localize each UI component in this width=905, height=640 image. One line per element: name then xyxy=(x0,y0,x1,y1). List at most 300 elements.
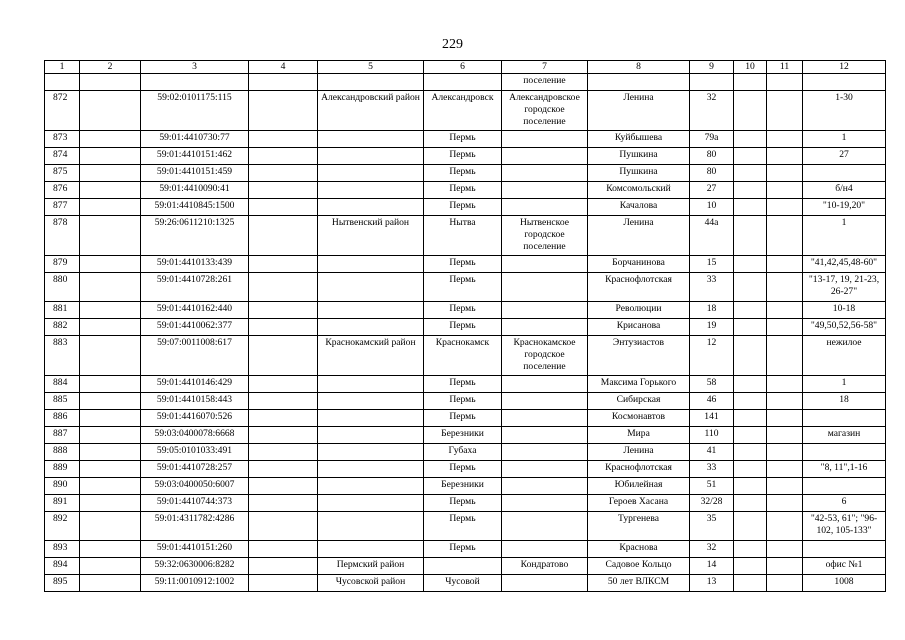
table-cell: 59:01:4410158:443 xyxy=(141,393,249,410)
table-cell xyxy=(249,575,318,592)
table-cell xyxy=(767,74,803,91)
table-cell xyxy=(80,148,141,165)
row-number-cell: 881 xyxy=(45,302,80,319)
table-cell xyxy=(734,541,767,558)
table-row xyxy=(45,273,886,302)
row-number-cell: 891 xyxy=(45,495,80,512)
table-cell: Пермь xyxy=(424,182,502,199)
table-cell: 59:07:0011008:617 xyxy=(141,336,249,376)
table-cell xyxy=(318,541,424,558)
table-cell: Пермь xyxy=(424,461,502,478)
table-cell xyxy=(249,74,318,91)
table-cell xyxy=(767,336,803,376)
table-cell: 13 xyxy=(690,575,734,592)
table-cell: 59:03:0400050:6007 xyxy=(141,478,249,495)
table-cell xyxy=(80,216,141,256)
table-cell: 59:01:4410090:41 xyxy=(141,182,249,199)
table-cell: 44а xyxy=(690,216,734,256)
table-cell xyxy=(502,495,588,512)
table-cell: 59:01:4410845:1500 xyxy=(141,199,249,216)
table-cell: Пермь xyxy=(424,256,502,273)
table-row xyxy=(45,256,886,273)
row-number-cell: 879 xyxy=(45,256,80,273)
table-cell: 59:01:4410162:440 xyxy=(141,302,249,319)
table-cell xyxy=(318,256,424,273)
table-cell xyxy=(318,74,424,91)
table-cell xyxy=(249,199,318,216)
table-cell xyxy=(734,182,767,199)
table-cell: 59:03:0400078:6668 xyxy=(141,427,249,444)
table-cell: Героев Хасана xyxy=(588,495,690,512)
table-cell xyxy=(502,512,588,541)
table-row xyxy=(45,319,886,336)
table-cell xyxy=(734,199,767,216)
table-cell xyxy=(249,427,318,444)
table-cell: Пермь xyxy=(424,393,502,410)
table-cell: Краснофлотская xyxy=(588,461,690,478)
table-cell: 1008 xyxy=(803,575,886,592)
table-cell xyxy=(249,376,318,393)
row-number-cell: 892 xyxy=(45,512,80,541)
column-header: 8 xyxy=(588,61,690,74)
table-cell xyxy=(80,131,141,148)
table-cell: 46 xyxy=(690,393,734,410)
table-cell: Александровский район xyxy=(318,91,424,131)
table-cell: Пермь xyxy=(424,165,502,182)
table-cell xyxy=(249,393,318,410)
table-cell xyxy=(80,336,141,376)
table-cell xyxy=(141,74,249,91)
table-cell xyxy=(424,558,502,575)
table-cell xyxy=(80,558,141,575)
table-cell xyxy=(502,182,588,199)
table-cell xyxy=(424,74,502,91)
table-cell xyxy=(734,461,767,478)
table-cell: 59:01:4410133:439 xyxy=(141,256,249,273)
table-cell: Тургенева xyxy=(588,512,690,541)
row-number-cell: 890 xyxy=(45,478,80,495)
table-cell xyxy=(588,74,690,91)
table-cell: 59:01:4410151:462 xyxy=(141,148,249,165)
table-cell xyxy=(318,376,424,393)
table-cell xyxy=(80,541,141,558)
table-cell xyxy=(80,273,141,302)
table-cell: 59:01:4410744:373 xyxy=(141,495,249,512)
table-cell: Чусовой xyxy=(424,575,502,592)
table-cell xyxy=(767,256,803,273)
table-cell xyxy=(767,478,803,495)
table-cell: офис №1 xyxy=(803,558,886,575)
table-cell xyxy=(318,427,424,444)
table-row xyxy=(45,74,886,91)
table-cell xyxy=(318,319,424,336)
table-cell: 59:02:0101175:115 xyxy=(141,91,249,131)
table-cell xyxy=(502,319,588,336)
row-number-cell: 882 xyxy=(45,319,80,336)
table-row xyxy=(45,376,886,393)
column-header: 7 xyxy=(502,61,588,74)
table-row xyxy=(45,216,886,256)
table-cell xyxy=(502,376,588,393)
column-header: 5 xyxy=(318,61,424,74)
table-cell xyxy=(249,461,318,478)
row-number-cell: 877 xyxy=(45,199,80,216)
table-cell: 59:01:4311782:4286 xyxy=(141,512,249,541)
table-cell: Юбилейная xyxy=(588,478,690,495)
table-cell: 18 xyxy=(803,393,886,410)
table-cell xyxy=(502,461,588,478)
table-cell: Сибирская xyxy=(588,393,690,410)
table-cell: Краснокамск xyxy=(424,336,502,376)
row-number-cell: 887 xyxy=(45,427,80,444)
table-cell: 12 xyxy=(690,336,734,376)
table-cell: 59:32:0630006:8282 xyxy=(141,558,249,575)
table-cell: 1-30 xyxy=(803,91,886,131)
table-cell xyxy=(502,478,588,495)
table-cell: 59:05:0101033:491 xyxy=(141,444,249,461)
table-cell: "41,42,45,48-60" xyxy=(803,256,886,273)
table-cell: Пермь xyxy=(424,131,502,148)
table-cell: 33 xyxy=(690,461,734,478)
table-cell: 10 xyxy=(690,199,734,216)
table-cell: б/н4 xyxy=(803,182,886,199)
table-cell: 10-18 xyxy=(803,302,886,319)
table-cell: "10-19,20" xyxy=(803,199,886,216)
table-cell: 32 xyxy=(690,91,734,131)
table-cell: Качалова xyxy=(588,199,690,216)
row-number-cell: 884 xyxy=(45,376,80,393)
table-cell: Ленина xyxy=(588,91,690,131)
table-cell xyxy=(502,427,588,444)
table-cell xyxy=(734,444,767,461)
table-cell xyxy=(80,319,141,336)
table-cell xyxy=(803,478,886,495)
table-cell xyxy=(318,199,424,216)
table-cell xyxy=(502,273,588,302)
table-cell: 51 xyxy=(690,478,734,495)
table-cell xyxy=(767,410,803,427)
table-cell: Борчанинова xyxy=(588,256,690,273)
table-cell xyxy=(80,427,141,444)
table-cell: Кондратово xyxy=(502,558,588,575)
table-row xyxy=(45,461,886,478)
row-number-cell: 883 xyxy=(45,336,80,376)
table-cell xyxy=(502,256,588,273)
table-cell: 59:11:0010912:1002 xyxy=(141,575,249,592)
table-cell xyxy=(734,512,767,541)
table-cell: Пермь xyxy=(424,148,502,165)
table-cell xyxy=(803,74,886,91)
table-cell xyxy=(80,461,141,478)
table-cell xyxy=(734,393,767,410)
table-cell xyxy=(249,131,318,148)
table-row xyxy=(45,91,886,131)
table-cell xyxy=(767,273,803,302)
table-cell: Краснова xyxy=(588,541,690,558)
table-cell xyxy=(734,319,767,336)
table-row xyxy=(45,541,886,558)
row-number-cell: 875 xyxy=(45,165,80,182)
row-number-cell: 876 xyxy=(45,182,80,199)
row-number-cell: 880 xyxy=(45,273,80,302)
table-row xyxy=(45,558,886,575)
table-cell xyxy=(249,148,318,165)
table-cell xyxy=(318,393,424,410)
row-number-cell: 893 xyxy=(45,541,80,558)
table-row xyxy=(45,302,886,319)
table-row xyxy=(45,393,886,410)
table-cell: "13-17, 19, 21-23, 26-27" xyxy=(803,273,886,302)
table-cell xyxy=(502,444,588,461)
table-cell xyxy=(80,478,141,495)
table-cell: Пермь xyxy=(424,273,502,302)
row-number-cell: 894 xyxy=(45,558,80,575)
table-cell: 59:01:4416070:526 xyxy=(141,410,249,427)
table-cell xyxy=(767,512,803,541)
table-cell xyxy=(249,91,318,131)
row-number-cell: 888 xyxy=(45,444,80,461)
table-cell xyxy=(502,393,588,410)
table-cell xyxy=(767,393,803,410)
table-cell xyxy=(803,541,886,558)
row-number-cell xyxy=(45,74,80,91)
table-cell: 80 xyxy=(690,165,734,182)
row-number-cell: 878 xyxy=(45,216,80,256)
table-cell xyxy=(80,199,141,216)
table-cell xyxy=(690,74,734,91)
table-cell xyxy=(80,393,141,410)
table-cell xyxy=(767,165,803,182)
table-cell: 141 xyxy=(690,410,734,427)
table-cell xyxy=(767,495,803,512)
table-cell: 110 xyxy=(690,427,734,444)
table-cell: 27 xyxy=(690,182,734,199)
table-cell xyxy=(318,165,424,182)
table-cell: Пермь xyxy=(424,302,502,319)
table-row xyxy=(45,199,886,216)
table-cell xyxy=(803,165,886,182)
row-number-cell: 885 xyxy=(45,393,80,410)
table-cell xyxy=(80,256,141,273)
table-cell: Крисанова xyxy=(588,319,690,336)
table-cell: 6 xyxy=(803,495,886,512)
table-cell xyxy=(502,199,588,216)
table-cell xyxy=(80,74,141,91)
table-cell: Краснокамский район xyxy=(318,336,424,376)
table-cell xyxy=(734,256,767,273)
row-number-cell: 873 xyxy=(45,131,80,148)
table-cell xyxy=(734,478,767,495)
header-row xyxy=(45,61,886,74)
table-cell: 58 xyxy=(690,376,734,393)
table-cell: 59:01:4410151:459 xyxy=(141,165,249,182)
table-cell xyxy=(502,131,588,148)
column-header: 2 xyxy=(80,61,141,74)
table-cell: Краснокамское городское поселение xyxy=(502,336,588,376)
column-header: 4 xyxy=(249,61,318,74)
table-cell: 59:01:4410728:257 xyxy=(141,461,249,478)
table-cell xyxy=(734,376,767,393)
table-cell: 1 xyxy=(803,131,886,148)
table-cell xyxy=(249,495,318,512)
table-row xyxy=(45,478,886,495)
table-cell xyxy=(80,495,141,512)
table-cell xyxy=(80,376,141,393)
table-cell xyxy=(318,131,424,148)
table-cell: "8, 11",1-16 xyxy=(803,461,886,478)
table-cell: Садовое Кольцо xyxy=(588,558,690,575)
table-cell: Максима Горького xyxy=(588,376,690,393)
table-cell xyxy=(734,558,767,575)
table-cell: 14 xyxy=(690,558,734,575)
table-cell xyxy=(318,182,424,199)
table-cell xyxy=(767,558,803,575)
table-cell xyxy=(734,410,767,427)
table-cell: 1 xyxy=(803,216,886,256)
table-cell xyxy=(767,148,803,165)
table-cell xyxy=(249,541,318,558)
table-cell xyxy=(767,319,803,336)
column-header: 6 xyxy=(424,61,502,74)
column-header: 11 xyxy=(767,61,803,74)
table-cell xyxy=(249,216,318,256)
table-cell: Ленина xyxy=(588,444,690,461)
table-cell xyxy=(734,131,767,148)
table-row xyxy=(45,336,886,376)
table-row xyxy=(45,410,886,427)
table-cell: 1 xyxy=(803,376,886,393)
table-cell: 59:01:4410146:429 xyxy=(141,376,249,393)
column-header: 9 xyxy=(690,61,734,74)
row-number-cell: 895 xyxy=(45,575,80,592)
table-cell: 32 xyxy=(690,541,734,558)
table-cell xyxy=(318,302,424,319)
table-cell: Чусовской район xyxy=(318,575,424,592)
table-body xyxy=(45,74,886,592)
table-cell: Куйбышева xyxy=(588,131,690,148)
table-cell xyxy=(767,216,803,256)
table-cell xyxy=(767,541,803,558)
table-cell xyxy=(767,131,803,148)
table-row xyxy=(45,575,886,592)
table-row xyxy=(45,148,886,165)
table-cell xyxy=(502,541,588,558)
table-cell xyxy=(502,410,588,427)
table-row xyxy=(45,182,886,199)
table-cell xyxy=(734,302,767,319)
table-cell: Революции xyxy=(588,302,690,319)
table-cell xyxy=(249,558,318,575)
table-cell xyxy=(767,575,803,592)
table-cell xyxy=(249,512,318,541)
table-cell xyxy=(734,91,767,131)
table-cell: 32/28 xyxy=(690,495,734,512)
column-header: 12 xyxy=(803,61,886,74)
column-header: 1 xyxy=(45,61,80,74)
table-cell: поселение xyxy=(502,74,588,91)
row-number-cell: 874 xyxy=(45,148,80,165)
table-cell: Космонавтов xyxy=(588,410,690,427)
column-header: 10 xyxy=(734,61,767,74)
table-cell xyxy=(734,273,767,302)
table-cell: Ленина xyxy=(588,216,690,256)
table-cell: Комсомольский xyxy=(588,182,690,199)
table-cell xyxy=(249,444,318,461)
table-cell: нежилое xyxy=(803,336,886,376)
table-cell xyxy=(80,165,141,182)
table-cell: Пермский район xyxy=(318,558,424,575)
table-cell: 35 xyxy=(690,512,734,541)
table-cell: 18 xyxy=(690,302,734,319)
table-cell xyxy=(767,376,803,393)
table-cell: "49,50,52,56-58" xyxy=(803,319,886,336)
table-cell xyxy=(249,302,318,319)
table-cell xyxy=(249,165,318,182)
table-cell: 80 xyxy=(690,148,734,165)
table-cell xyxy=(80,302,141,319)
table-cell xyxy=(502,165,588,182)
row-number-cell: 872 xyxy=(45,91,80,131)
table-cell: 50 лет ВЛКСМ xyxy=(588,575,690,592)
table-cell: 59:26:0611210:1325 xyxy=(141,216,249,256)
table-cell xyxy=(249,273,318,302)
table-cell: Березники xyxy=(424,478,502,495)
table-cell: 59:01:4410151:260 xyxy=(141,541,249,558)
table-cell xyxy=(80,512,141,541)
table-cell xyxy=(502,575,588,592)
table-cell: "42-53, 61"; "96-102, 105-133" xyxy=(803,512,886,541)
table-cell: 59:01:4410062:377 xyxy=(141,319,249,336)
table-row xyxy=(45,512,886,541)
table-cell xyxy=(767,302,803,319)
table-cell xyxy=(803,444,886,461)
table-cell: Нытва xyxy=(424,216,502,256)
table-cell: Мира xyxy=(588,427,690,444)
table-cell: Александровск xyxy=(424,91,502,131)
table-cell xyxy=(249,336,318,376)
row-number-cell: 889 xyxy=(45,461,80,478)
table-cell: 33 xyxy=(690,273,734,302)
table-cell xyxy=(734,575,767,592)
table-cell xyxy=(734,74,767,91)
table-row xyxy=(45,165,886,182)
table-cell: Пермь xyxy=(424,376,502,393)
table-cell xyxy=(318,148,424,165)
table-cell xyxy=(734,336,767,376)
table-cell xyxy=(318,478,424,495)
page-number: 229 xyxy=(442,37,463,52)
table-cell xyxy=(318,495,424,512)
table-cell xyxy=(803,410,886,427)
table-cell: 41 xyxy=(690,444,734,461)
table-cell: Пермь xyxy=(424,541,502,558)
table-cell xyxy=(249,256,318,273)
table-cell xyxy=(502,148,588,165)
table-cell xyxy=(318,410,424,427)
row-number-cell: 886 xyxy=(45,410,80,427)
table-cell xyxy=(80,182,141,199)
table-cell xyxy=(734,165,767,182)
table-cell: Пермь xyxy=(424,199,502,216)
table-cell: 15 xyxy=(690,256,734,273)
table-cell xyxy=(502,302,588,319)
table-cell: магазин xyxy=(803,427,886,444)
table-cell: Пермь xyxy=(424,410,502,427)
table-cell xyxy=(767,427,803,444)
table-cell xyxy=(318,461,424,478)
column-header: 3 xyxy=(141,61,249,74)
table-cell: Пушкина xyxy=(588,148,690,165)
